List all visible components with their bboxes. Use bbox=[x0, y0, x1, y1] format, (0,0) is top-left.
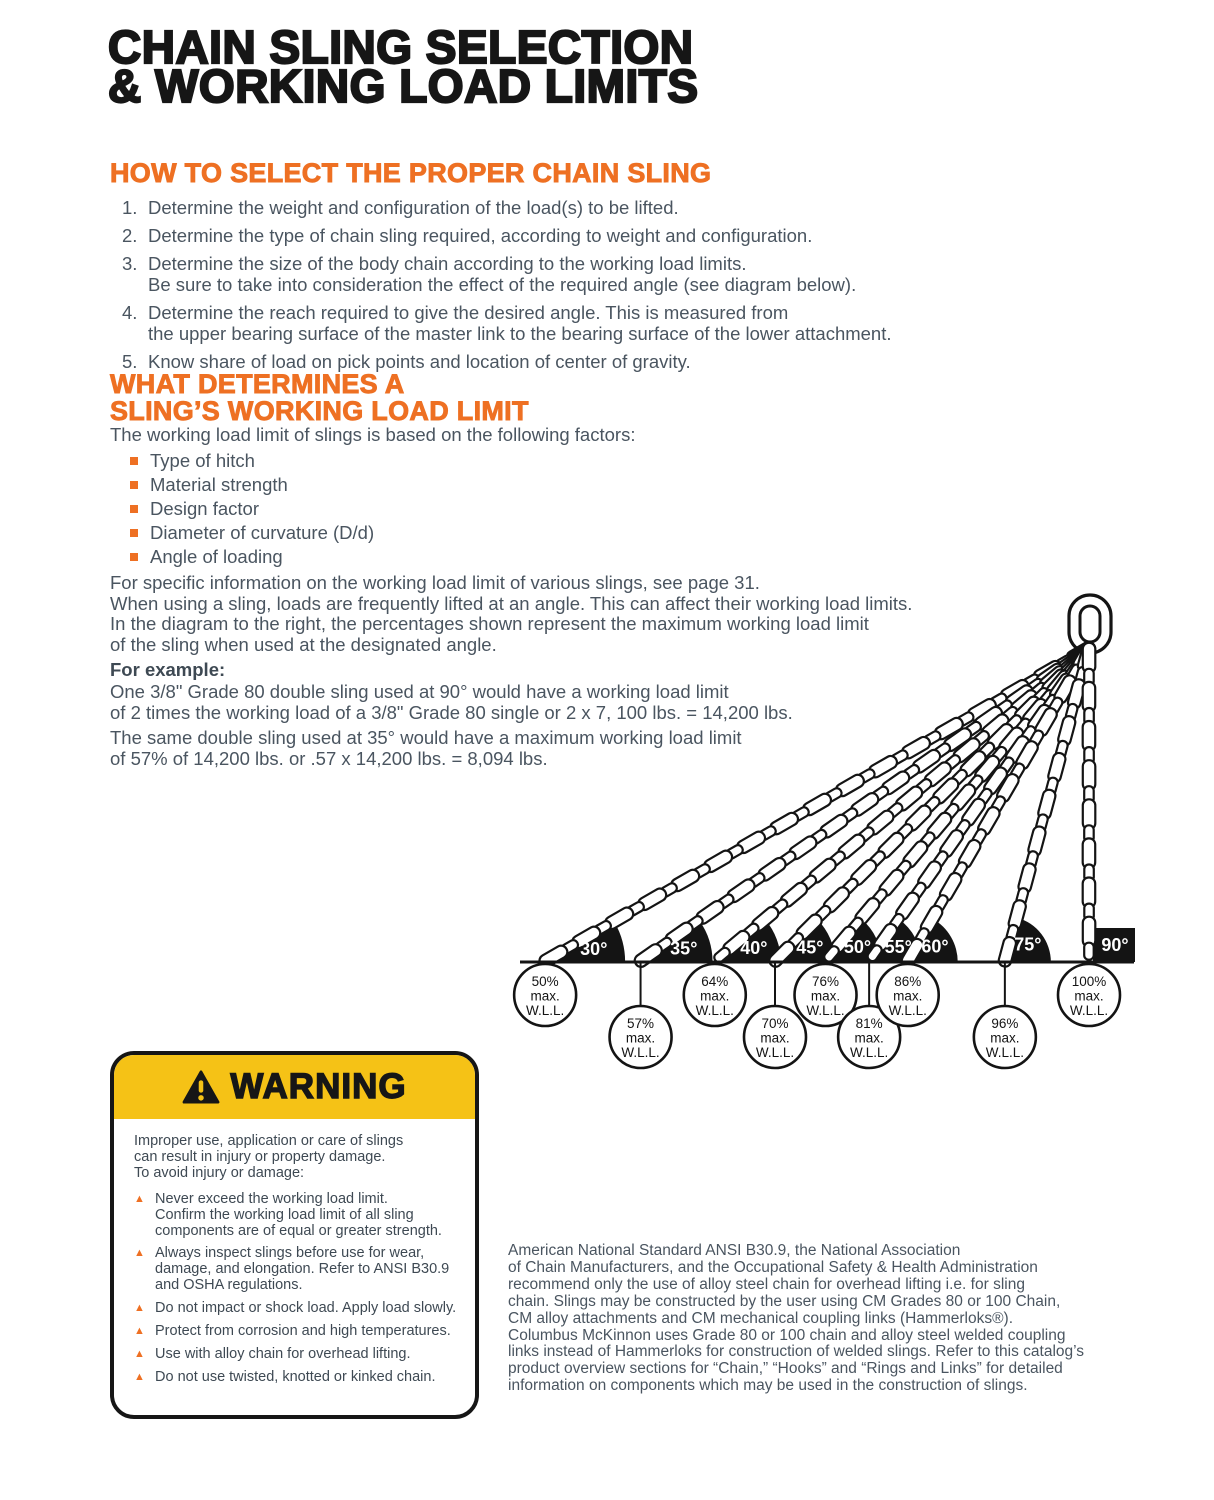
svg-text:86%: 86% bbox=[894, 974, 922, 989]
svg-text:81%: 81% bbox=[855, 1016, 883, 1031]
step-number: 3. bbox=[122, 253, 138, 274]
factor-text: Design factor bbox=[150, 498, 259, 519]
svg-text:70%: 70% bbox=[761, 1016, 789, 1031]
svg-text:40°: 40° bbox=[740, 937, 768, 958]
warning-item-text: Do not impact or shock load. Apply load slowly. bbox=[155, 1300, 457, 1317]
list-item bbox=[130, 522, 374, 546]
svg-text:100%: 100% bbox=[1071, 974, 1107, 989]
triangle-bullet-icon: ▲ bbox=[134, 1247, 145, 1260]
svg-text:W.L.L.: W.L.L. bbox=[526, 1003, 565, 1018]
step-text: Determine the reach required to give the desired angle. This is measured from the upper bearing surface of the master link to the bearing surface of the lower attachment. bbox=[148, 302, 892, 344]
square-bullet-icon bbox=[130, 505, 138, 513]
warning-item-text: Do not use twisted, knotted or kinked chain. bbox=[155, 1368, 436, 1385]
warning-item bbox=[134, 1370, 461, 1386]
triangle-bullet-icon: ▲ bbox=[134, 1302, 145, 1315]
triangle-bullet-icon: ▲ bbox=[134, 1370, 145, 1383]
page-title: CHAIN SLING SELECTION & WORKING LOAD LIMITS bbox=[108, 21, 699, 112]
step-item bbox=[122, 197, 892, 218]
svg-text:max.: max. bbox=[700, 988, 730, 1004]
svg-text:W.L.L.: W.L.L. bbox=[985, 1045, 1024, 1060]
determines-heading: WHAT DETERMINES A SLING’S WORKING LOAD LIMIT bbox=[110, 369, 529, 426]
warning-body bbox=[114, 1119, 475, 1386]
how-to-steps bbox=[122, 197, 892, 379]
step-item bbox=[122, 302, 892, 344]
square-bullet-icon bbox=[130, 481, 138, 489]
svg-text:W.L.L.: W.L.L. bbox=[1069, 1003, 1109, 1018]
step-number: 5. bbox=[122, 351, 138, 372]
svg-text:50%: 50% bbox=[531, 974, 559, 989]
svg-text:96%: 96% bbox=[991, 1016, 1019, 1031]
step-text: Determine the size of the body chain according to the working load limits. Be sure to take into consideration the effect of the required angle (see diagram below). bbox=[148, 253, 857, 295]
factor-list bbox=[130, 450, 374, 570]
warning-item-text: Protect from corrosion and high temperatures. bbox=[155, 1323, 451, 1340]
svg-text:30°: 30° bbox=[580, 939, 608, 959]
svg-text:35°: 35° bbox=[670, 938, 698, 959]
step-number: 1. bbox=[122, 197, 138, 218]
factor-text: Diameter of curvature (D/d) bbox=[150, 522, 375, 543]
warning-box bbox=[110, 1051, 479, 1419]
triangle-bullet-icon: ▲ bbox=[134, 1192, 145, 1205]
svg-text:W.L.L.: W.L.L. bbox=[755, 1045, 795, 1060]
svg-text:max.: max. bbox=[854, 1030, 884, 1046]
svg-text:max.: max. bbox=[990, 1030, 1020, 1046]
warning-header bbox=[114, 1055, 475, 1119]
svg-text:57%: 57% bbox=[627, 1016, 655, 1031]
warning-item bbox=[134, 1246, 461, 1294]
step-text: Determine the type of chain sling required, according to weight and configuration. bbox=[148, 225, 813, 246]
factor-text: Angle of loading bbox=[150, 546, 283, 567]
step-item bbox=[122, 253, 892, 295]
list-item bbox=[130, 546, 374, 570]
warning-item bbox=[134, 1324, 461, 1340]
svg-text:max.: max. bbox=[530, 988, 560, 1004]
svg-text:W.L.L.: W.L.L. bbox=[888, 1003, 927, 1018]
svg-text:60°: 60° bbox=[921, 936, 949, 957]
warning-intro: Improper use, application or care of slings can result in injury or property damage. To avoid injury or damage: bbox=[134, 1133, 404, 1181]
triangle-bullet-icon: ▲ bbox=[134, 1347, 145, 1360]
svg-text:75°: 75° bbox=[1014, 934, 1042, 955]
triangle-bullet-icon: ▲ bbox=[134, 1325, 145, 1338]
step-text: Know share of load on pick points and location of center of gravity. bbox=[148, 351, 691, 372]
determines-intro: The working load limit of slings is based on the following factors: bbox=[110, 424, 636, 445]
factor-text: Type of hitch bbox=[150, 450, 255, 471]
svg-text:W.L.L.: W.L.L. bbox=[806, 1003, 845, 1018]
step-number: 4. bbox=[122, 302, 138, 323]
step-item bbox=[122, 225, 892, 246]
svg-text:50°: 50° bbox=[843, 937, 872, 958]
sling-chains bbox=[537, 640, 1097, 970]
warning-item bbox=[134, 1301, 461, 1317]
step-number: 2. bbox=[122, 225, 138, 246]
warning-item bbox=[134, 1347, 461, 1363]
how-to-heading: HOW TO SELECT THE PROPER CHAIN SLING bbox=[110, 158, 712, 188]
example-paragraph-2: The same double sling used at 35° would have a maximum working load limit of 57% of 14,200 lbs. or .57 x 14,200 lbs. = 8,094 lbs. bbox=[110, 727, 742, 769]
list-item bbox=[130, 474, 374, 498]
svg-text:max.: max. bbox=[893, 988, 923, 1004]
svg-text:W.L.L.: W.L.L. bbox=[695, 1003, 734, 1018]
svg-text:max.: max. bbox=[810, 988, 841, 1004]
standards-note: American National Standard ANSI B30.9, the National Association of Chain Manufacturers, and the Occupational Safety & Health Administration recommend only the use of alloy steel chain for overhead lifting i.e. for sling chain. Slings may be constructed by the user using CM Grades 80 or 100 Chain, CM alloy attachments and CM mechanical coupling links (Hammerloks®). Columbus McKinnon uses Grade 80 or 100 chain and alloy steel welded coupling links instead of Hammerloks for construction of welded slings. Refer to this catalog’s product overview sections for “Chain,” “Hooks” and “Rings and Links” for detailed information on components which may be used in the construction of slings. bbox=[508, 1242, 1085, 1395]
factor-text: Material strength bbox=[150, 474, 288, 495]
svg-text:max.: max. bbox=[1074, 988, 1104, 1004]
svg-text:W.L.L.: W.L.L. bbox=[621, 1045, 660, 1060]
svg-text:64%: 64% bbox=[701, 974, 729, 989]
svg-text:W.L.L.: W.L.L. bbox=[850, 1045, 889, 1060]
svg-text:55°: 55° bbox=[884, 936, 912, 957]
square-bullet-icon bbox=[130, 553, 138, 561]
svg-text:45°: 45° bbox=[796, 937, 824, 958]
square-bullet-icon bbox=[130, 457, 138, 465]
list-item bbox=[130, 450, 374, 474]
warning-item-text: Use with alloy chain for overhead lifting. bbox=[155, 1345, 411, 1362]
warning-item-text: Never exceed the working load limit. Confirm the working load limit of all sling components are of equal or greater strength. bbox=[155, 1190, 442, 1239]
warning-item bbox=[134, 1192, 461, 1240]
wll-circles bbox=[514, 962, 1120, 1068]
example-label: For example: bbox=[110, 659, 226, 680]
step-text: Determine the weight and configuration of the load(s) to be lifted. bbox=[148, 197, 679, 218]
warning-triangle-icon bbox=[182, 1070, 220, 1104]
svg-text:max.: max. bbox=[625, 1030, 656, 1046]
list-item bbox=[130, 498, 374, 522]
svg-text:max.: max. bbox=[760, 1030, 790, 1046]
example-text: One 3/8" Grade 80 double sling used at 90° would have a working load limit of 2 times the working load of a 3/8" Grade 80 single or 2 x 7, 100 lbs. = 14,200 lbs. bbox=[110, 681, 793, 723]
sling-angle-diagram bbox=[500, 580, 1160, 1080]
square-bullet-icon bbox=[130, 529, 138, 537]
warning-title: WARNING bbox=[230, 1067, 407, 1106]
warning-item-text: Always inspect slings before use for wear, damage, and elongation. Refer to ANSI B30.9 and OSHA regulations. bbox=[155, 1245, 450, 1294]
svg-text:90°: 90° bbox=[1101, 935, 1129, 955]
svg-text:76%: 76% bbox=[812, 974, 840, 989]
info-paragraph: For specific information on the working load limit of various slings, see page 31. When using a sling, loads are frequently lifted at an angle. This can affect their working load limits. In the diagram to the right, the percentages shown represent the maximum working load limit of the sling when used at the designated angle. bbox=[110, 572, 913, 655]
